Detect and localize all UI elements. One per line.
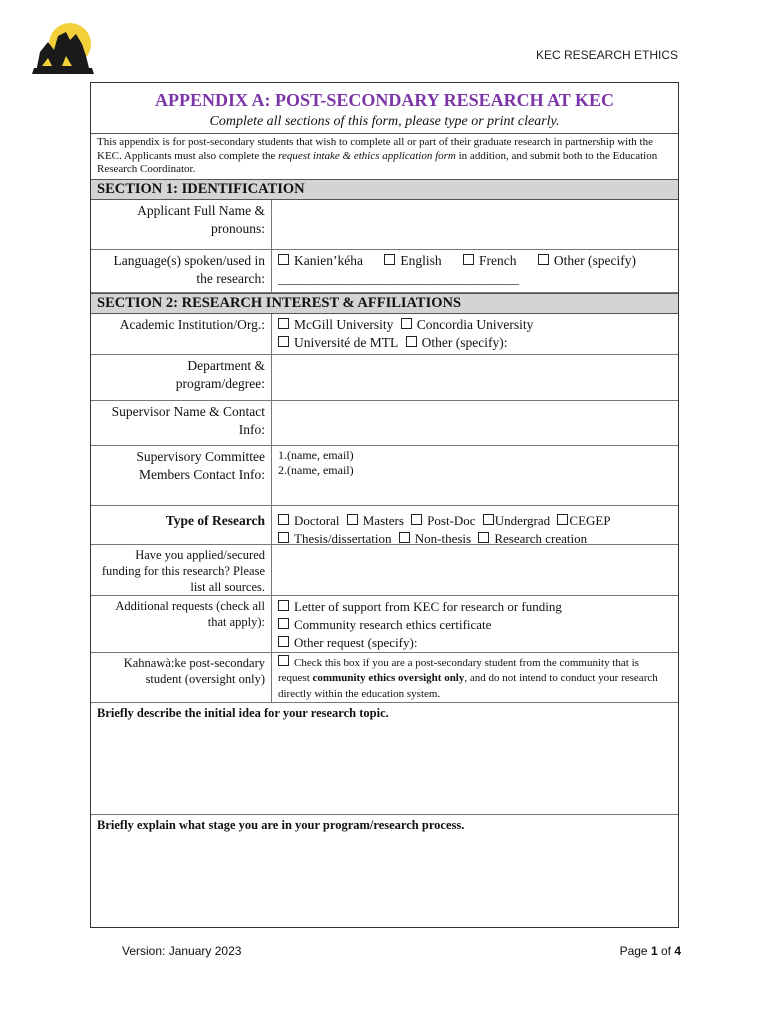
inst-other-option[interactable]: Other (specify):: [406, 335, 508, 350]
checkbox-icon[interactable]: [483, 514, 494, 525]
section-research-interest: SECTION 2: RESEARCH INTEREST & AFFILIATIONS: [91, 293, 678, 314]
request-other-option[interactable]: Other request (specify):: [278, 634, 672, 652]
type-research-field: [272, 506, 678, 544]
supervisor-label: Supervisor Name & Contact Info:: [91, 401, 272, 445]
lang-french-option[interactable]: French: [463, 253, 517, 268]
type-postdoc-option[interactable]: Post-Doc: [411, 513, 475, 528]
committee-item-2: 2.(name, email): [278, 463, 354, 477]
type-creation-option[interactable]: Research creation: [478, 531, 587, 546]
row-additional-requests: [91, 596, 678, 653]
inst-mcgill-option[interactable]: McGill University: [278, 317, 393, 332]
stage-label: Briefly explain what stage you are in your program/research process.: [97, 817, 465, 832]
checkbox-icon[interactable]: [278, 318, 289, 329]
checkbox-icon[interactable]: [278, 636, 289, 647]
header-org-text: KEC RESEARCH ETHICS: [535, 48, 678, 62]
stage-box[interactable]: [91, 815, 678, 925]
lang-other-line[interactable]: ________________________________________________: [278, 271, 518, 286]
committee-label: Supervisory Committee Members Contact Info:: [91, 446, 272, 505]
applicant-name-field[interactable]: [272, 200, 678, 249]
type-doctoral-option[interactable]: Doctoral: [278, 513, 339, 528]
checkbox-icon[interactable]: [278, 514, 289, 525]
type-undergrad-option[interactable]: Undergrad: [483, 513, 550, 528]
inst-concordia-option[interactable]: Concordia University: [401, 317, 534, 332]
checkbox-icon[interactable]: [463, 254, 474, 265]
inst-udem-option[interactable]: Université de MTL: [278, 335, 398, 350]
form-subtitle: Complete all sections of this form, please type or print clearly.: [209, 114, 560, 129]
checkbox-icon[interactable]: [278, 600, 289, 611]
checkbox-icon[interactable]: [538, 254, 549, 265]
department-label: Department & program/degree:: [91, 355, 272, 400]
lang-english-option[interactable]: English: [384, 253, 441, 268]
request-certificate-option[interactable]: Community research ethics certificate: [278, 616, 672, 634]
applicant-name-label: Applicant Full Name & pronouns:: [91, 200, 272, 249]
row-committee: [91, 446, 678, 506]
languages-field: [272, 250, 678, 292]
row-institution: [91, 314, 678, 355]
intro-text: This appendix is for post-secondary students that wish to complete all or part of their graduate research in partnership with the KEC. Applicants must also complete the request intake & ethics application form in addition, and submit both to the Education Research Coordinator.: [91, 133, 678, 179]
row-supervisor: [91, 401, 678, 446]
type-nonthesis-option[interactable]: Non-thesis: [399, 531, 471, 546]
type-masters-option[interactable]: Masters: [347, 513, 404, 528]
row-type-research: [91, 506, 678, 545]
languages-label: Language(s) spoken/used in the research:: [91, 250, 272, 292]
page-number: Page 1 of 4: [619, 944, 681, 958]
checkbox-icon[interactable]: [406, 336, 417, 347]
version-text: Version: January 2023: [122, 944, 242, 958]
institution-label: Academic Institution/Org.:: [91, 314, 272, 354]
checkbox-icon[interactable]: [347, 514, 358, 525]
type-thesis-option[interactable]: Thesis/dissertation: [278, 531, 392, 546]
checkbox-icon[interactable]: [278, 336, 289, 347]
section-identification: SECTION 1: IDENTIFICATION: [91, 179, 678, 200]
oversight-field[interactable]: Check this box if you are a post-secondary student from the community that is request community ethics oversight only, and do not intend to conduct your research directly within the education system.: [278, 656, 658, 700]
department-field[interactable]: [272, 355, 678, 400]
funding-field[interactable]: [272, 545, 678, 595]
describe-box[interactable]: [91, 703, 678, 815]
describe-label: Briefly describe the initial idea for your research topic.: [97, 705, 389, 720]
committee-item-1: 1.(name, email): [278, 447, 354, 462]
request-letter-option[interactable]: Letter of support from KEC for research or funding: [278, 598, 672, 616]
checkbox-icon[interactable]: [399, 532, 410, 543]
research-form: [90, 82, 679, 928]
checkbox-icon[interactable]: [411, 514, 422, 525]
row-languages: [91, 250, 678, 293]
row-department: [91, 355, 678, 401]
type-cegep-option[interactable]: CEGEP: [557, 513, 610, 528]
checkbox-icon[interactable]: [278, 618, 289, 629]
checkbox-icon[interactable]: [401, 318, 412, 329]
requests-field: [272, 596, 678, 652]
type-research-label: Type of Research: [91, 506, 272, 544]
row-applicant-name: [91, 200, 678, 250]
checkbox-icon[interactable]: [557, 514, 568, 525]
supervisor-field[interactable]: [272, 401, 678, 445]
checkbox-icon[interactable]: [278, 532, 289, 543]
committee-field[interactable]: [272, 446, 678, 505]
kec-logo: [28, 22, 98, 76]
row-oversight: [91, 653, 678, 703]
checkbox-icon[interactable]: [478, 532, 489, 543]
lang-other-option[interactable]: Other (specify): [538, 253, 636, 268]
funding-label: Have you applied/secured funding for this research? Please list all sources.: [91, 545, 272, 595]
form-title: APPENDIX A: POST-SECONDARY RESEARCH AT KEC: [155, 90, 614, 110]
checkbox-icon[interactable]: [278, 655, 289, 666]
row-funding: [91, 545, 678, 596]
checkbox-icon[interactable]: [278, 254, 289, 265]
checkbox-icon[interactable]: [384, 254, 395, 265]
lang-kanienkeha-option[interactable]: Kanien’kéha: [278, 253, 363, 268]
institution-field: [272, 314, 678, 354]
oversight-label: Kahnawà:ke post-secondary student (oversight only): [91, 653, 272, 702]
requests-label: Additional requests (check all that apply):: [91, 596, 272, 652]
